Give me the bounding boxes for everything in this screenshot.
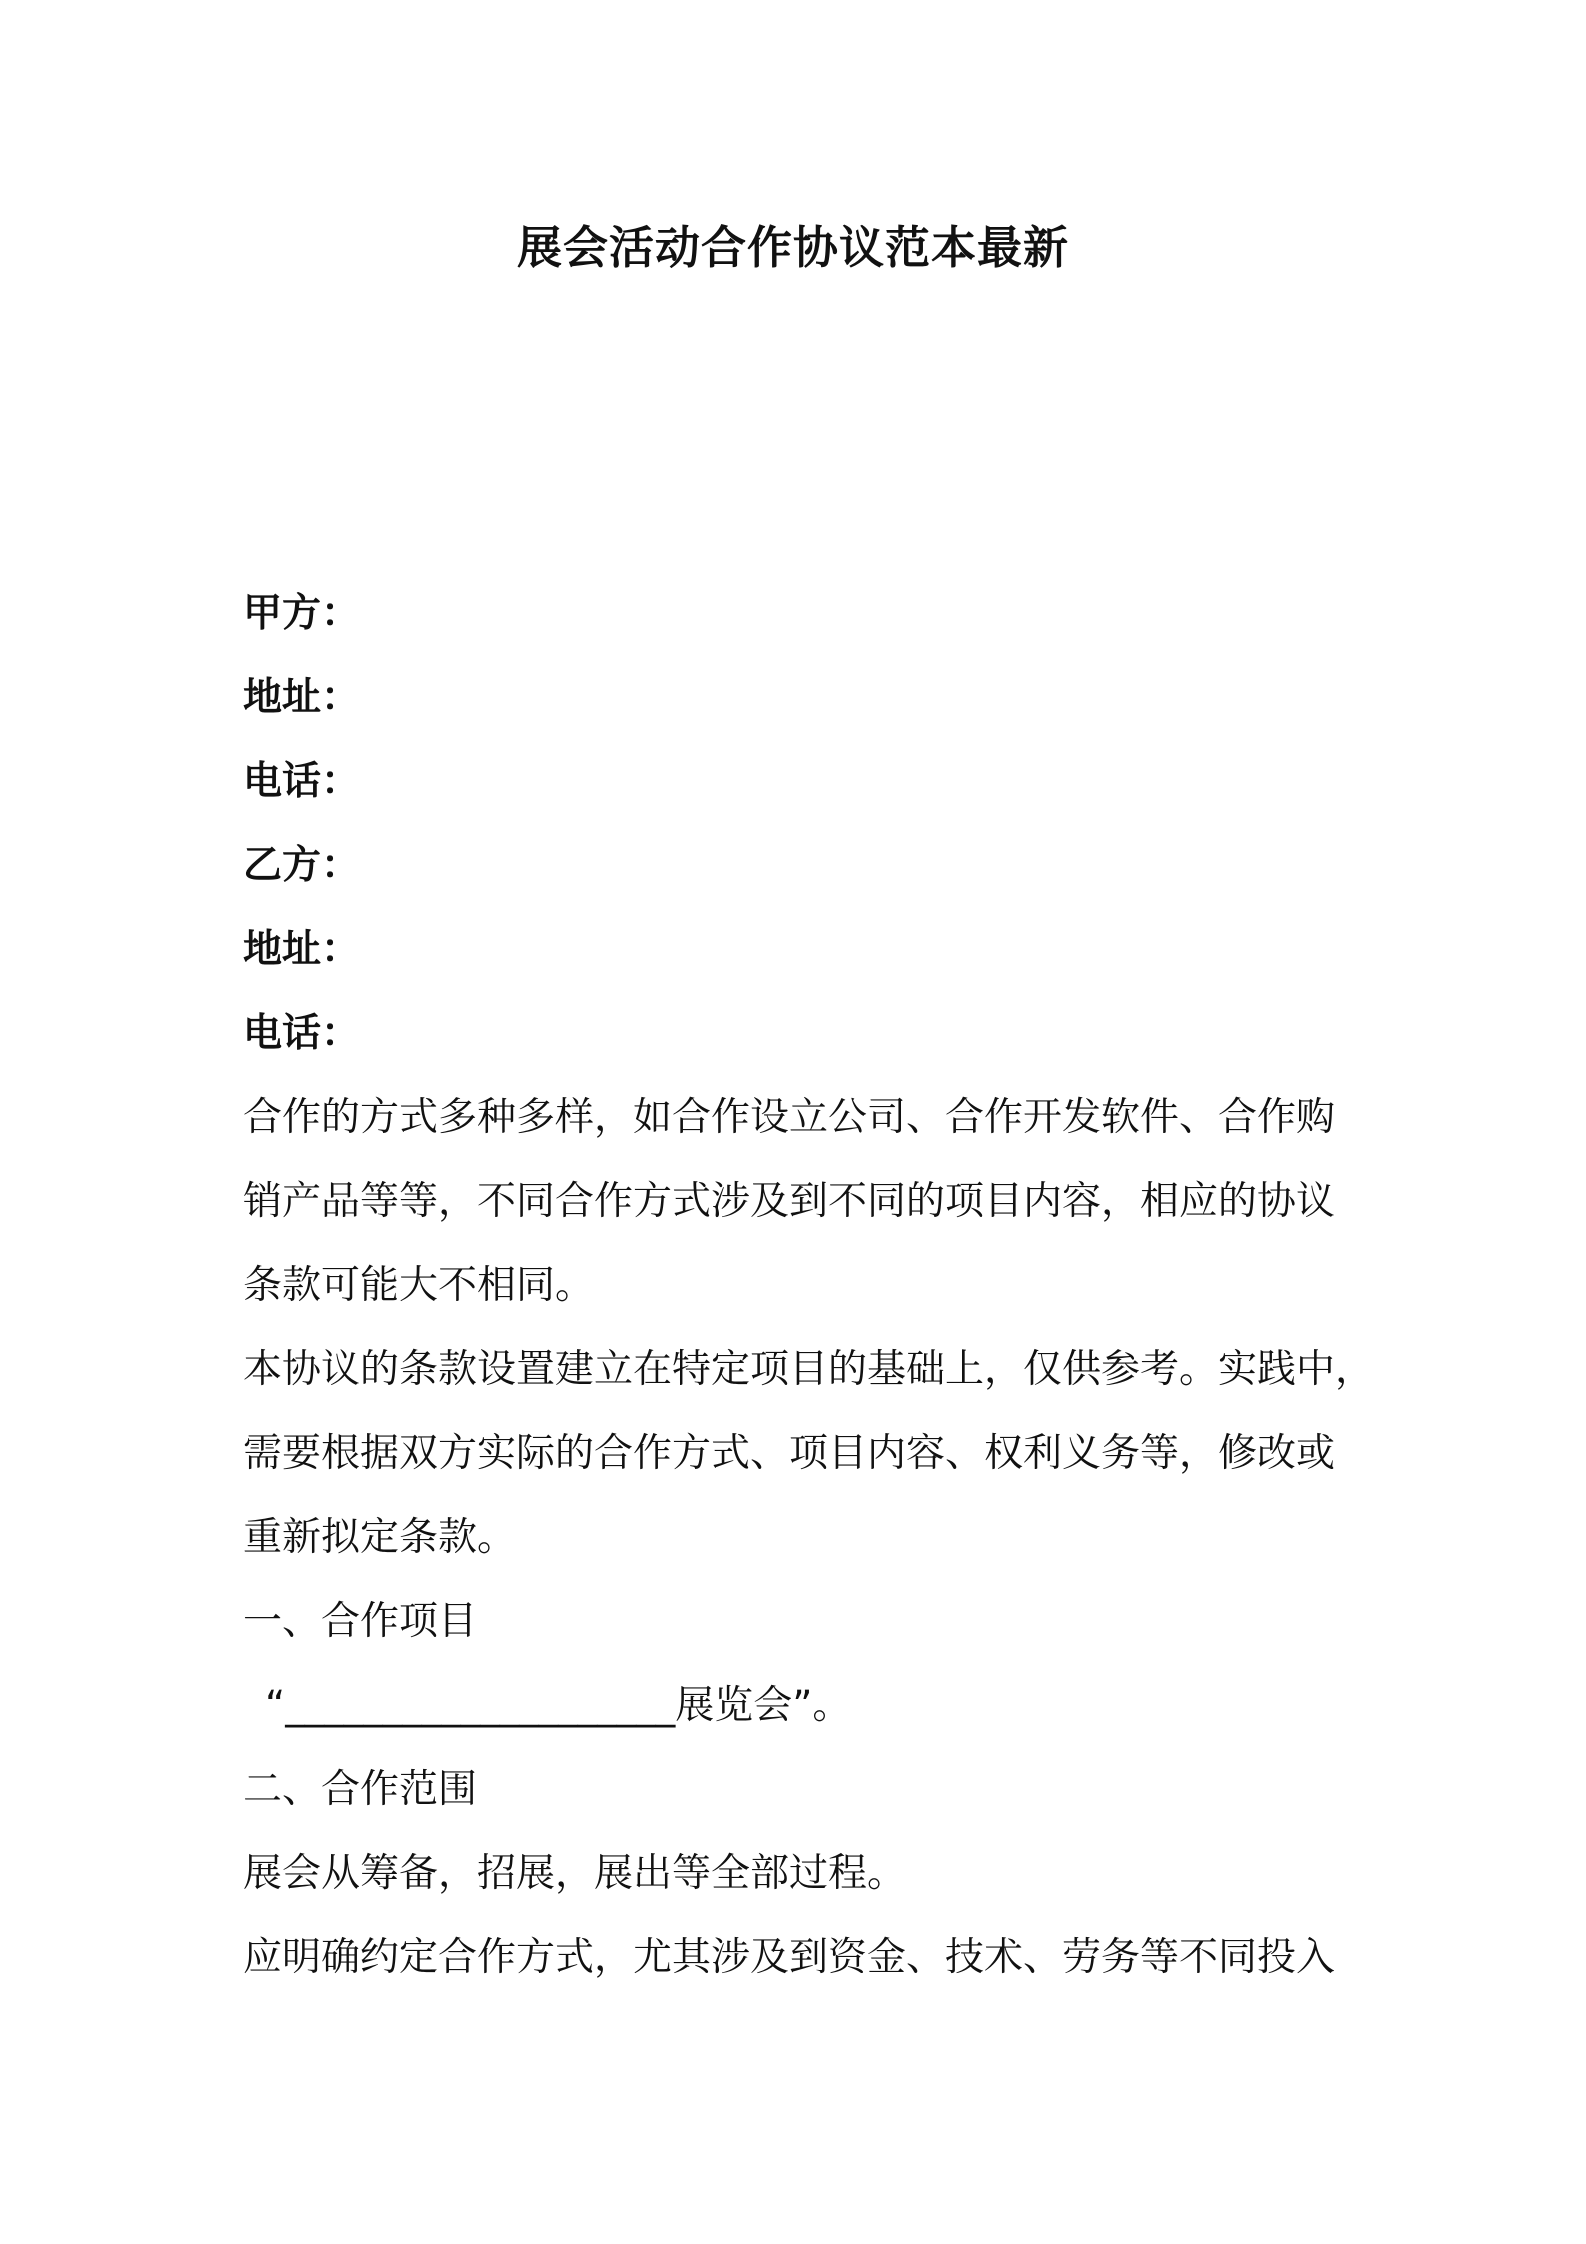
- document-title: 展会活动合作协议范本最新: [516, 221, 1069, 274]
- party-a-label: 甲方：: [243, 591, 361, 636]
- section-heading-scope: 二、合作范围: [243, 1767, 478, 1812]
- section-heading-project: 一、合作项目: [243, 1599, 478, 1644]
- party-b-address-label: 地址：: [243, 927, 361, 972]
- scope-paragraph-line: 应明确约定合作方式，尤其涉及到资金、技术、劳务等不同投入: [243, 1935, 1336, 1980]
- project-name-blank: “____________________展览会”。: [265, 1683, 852, 1728]
- document-body: [243, 572, 1375, 2000]
- intro-paragraph-line: 销产品等等，不同合作方式涉及到不同的项目内容，相应的协议: [243, 1179, 1336, 1224]
- party-a-phone-label: 电话：: [243, 759, 361, 804]
- scope-paragraph-line: 展会从筹备，招展，展出等全部过程。: [243, 1851, 907, 1896]
- note-paragraph-line: 本协议的条款设置建立在特定项目的基础上，仅供参考。实践中，: [243, 1347, 1375, 1392]
- party-b-phone-label: 电话：: [243, 1011, 361, 1056]
- note-paragraph-line: 重新拟定条款。: [243, 1515, 517, 1560]
- note-paragraph-line: 需要根据双方实际的合作方式、项目内容、权利义务等，修改或: [243, 1431, 1336, 1476]
- party-b-label: 乙方：: [243, 843, 361, 888]
- party-a-address-label: 地址：: [243, 675, 361, 720]
- intro-paragraph-line: 条款可能大不相同。: [243, 1263, 595, 1308]
- intro-paragraph-line: 合作的方式多种多样，如合作设立公司、合作开发软件、合作购: [243, 1095, 1336, 1140]
